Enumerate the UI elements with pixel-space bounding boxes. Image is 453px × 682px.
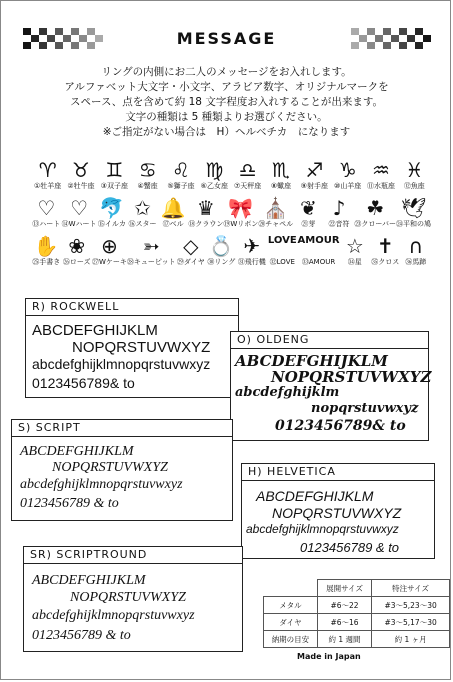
intro-text <box>1 65 452 140</box>
symbol-label: ⑱クラウン <box>188 220 224 228</box>
symbol-mark <box>223 197 258 229</box>
symbol-mark <box>237 235 267 267</box>
symbol-mark <box>264 159 297 191</box>
sample-upper: ABCDEFGHIJKLM <box>32 322 158 339</box>
intro-line: アルファベット大文字・小文字、アラビア数字、オリジナルマークを <box>64 81 389 93</box>
symbol-label: ㉟クロス <box>371 258 400 266</box>
symbol-icon: 💍 <box>208 234 234 258</box>
sample-upper: ABCDEFGHIJKLM <box>235 352 388 370</box>
symbol-icon: LOVE <box>267 235 297 246</box>
symbol-icon: ♡ <box>70 196 89 220</box>
symbol-mark <box>127 197 158 229</box>
symbol-label: ⑲Wリボン <box>223 220 259 228</box>
symbol-mark <box>354 197 396 229</box>
symbol-icon: ♉ <box>72 158 90 182</box>
symbol-icon: ⛪ <box>263 196 289 220</box>
table-cell: #3～5,23～30 <box>372 597 450 614</box>
symbol-mark <box>131 159 164 191</box>
symbol-icon: ♐ <box>305 158 324 182</box>
font-label: SR) SCRIPTROUND <box>24 547 242 564</box>
font-sample-helvetica <box>241 463 435 559</box>
sample-lower: abcdefghijklmnopqrstuvwxyz <box>32 356 211 372</box>
table-cell: 約 1 週間 <box>317 631 371 648</box>
symbol-icon: ♎ <box>238 158 257 182</box>
sample-upper: NOPQRSTUVWXYZ <box>72 339 211 356</box>
sample-upper: ABCDEFGHIJKLM <box>20 444 134 459</box>
symbol-mark <box>98 159 131 191</box>
table-cell: #6～22 <box>317 597 371 614</box>
symbol-label: ㉙ダイヤ <box>176 258 205 266</box>
symbol-mark <box>62 197 97 229</box>
symbol-icon: ♒ <box>372 158 390 182</box>
page-title: MESSAGE <box>176 29 277 48</box>
symbol-label: ㉑芽 <box>301 220 316 228</box>
sample-upper: ABCDEFGHIJKLM <box>32 573 146 588</box>
symbol-label: ⑯スター <box>128 220 157 228</box>
symbol-mark <box>258 197 293 229</box>
font-label: H) HELVETICA <box>242 464 434 481</box>
symbol-label: ⑪水瓶座 <box>366 182 395 190</box>
symbol-label: ㉝AMOUR <box>301 258 336 266</box>
symbol-icon: ♑ <box>338 158 357 182</box>
symbol-icon: 🔔 <box>160 196 186 220</box>
symbol-label: ㉗Wケーキ <box>91 258 127 266</box>
symbol-icon: AMOUR <box>297 235 340 246</box>
sample-upper: NOPQRSTUVWXYZ <box>271 368 432 386</box>
table-header: 展開サイズ <box>317 580 371 597</box>
sample-upper: NOPQRSTUVWXYZ <box>272 505 402 521</box>
symbol-label: ⑧蠍座 <box>270 182 292 190</box>
symbol-row <box>31 197 431 229</box>
symbol-icon: ✝ <box>376 234 394 258</box>
symbol-mark <box>331 159 364 191</box>
symbol-label: ③双子座 <box>100 182 128 190</box>
symbol-label: ㊱馬蹄 <box>405 258 427 266</box>
symbol-label: ⑳チャペル <box>258 220 294 228</box>
symbol-icon: ⊕ <box>101 234 118 258</box>
symbol-label: ⑭Wハート <box>61 220 97 228</box>
sample-lower: abcdefghijklm <box>235 385 340 400</box>
symbol-row <box>31 159 431 191</box>
intro-line: ※ご指定がない場合は H）ヘルベチカ になります <box>102 126 351 138</box>
symbol-icon: 🐬 <box>99 196 125 220</box>
font-label: O) OLDENG <box>231 332 428 349</box>
symbol-mark <box>176 235 206 267</box>
symbol-mark <box>267 235 297 267</box>
symbol-icon: ♏ <box>272 158 290 182</box>
symbol-label: ⑦天秤座 <box>234 182 262 190</box>
font-label: R) ROCKWELL <box>26 299 238 316</box>
symbol-mark <box>231 159 264 191</box>
symbol-mark <box>158 197 189 229</box>
symbol-label: ⑤獅子座 <box>167 182 195 190</box>
symbol-mark <box>396 197 431 229</box>
table-cell: 約 1 ヶ月 <box>372 631 450 648</box>
symbol-label: ㉔平和の鳩 <box>396 220 431 228</box>
symbol-icon: ♛ <box>196 196 215 220</box>
symbol-mark <box>61 235 91 267</box>
font-sample-script <box>11 419 233 521</box>
symbol-icon: ☘ <box>366 196 385 220</box>
symbol-label: ⑥乙女座 <box>200 182 228 190</box>
table-row <box>264 580 450 597</box>
symbol-mark <box>340 235 370 267</box>
sample-lower: nopqrstuvwxyz <box>311 401 419 416</box>
intro-line: 文字の種類は 5 種類よりお選びください。 <box>125 111 328 123</box>
symbol-label: ⑮イルカ <box>97 220 126 228</box>
symbol-mark <box>92 235 127 267</box>
symbol-mark <box>398 159 431 191</box>
symbol-mark <box>97 197 128 229</box>
symbol-row <box>31 235 431 267</box>
symbol-mark <box>188 197 223 229</box>
symbol-mark <box>364 159 397 191</box>
symbol-icon: ♋ <box>138 158 157 182</box>
symbol-mark <box>127 235 176 267</box>
table-row <box>264 614 450 631</box>
symbol-label: ①牡羊座 <box>34 182 62 190</box>
symbol-mark <box>164 159 197 191</box>
symbol-icon: 🎀 <box>228 196 254 220</box>
table-row <box>264 597 450 614</box>
table-cell <box>264 580 318 597</box>
symbol-mark <box>401 235 431 267</box>
made-in-japan: Made in Japan <box>297 652 361 661</box>
sample-digits: 0123456789 & to <box>20 496 119 511</box>
symbol-icon: ◇ <box>183 234 199 258</box>
size-spec-table <box>263 579 450 648</box>
sample-digits: 0123456789& to <box>32 375 135 391</box>
sample-digits: 0123456789& to <box>275 418 406 434</box>
font-sample-rockwell <box>25 298 239 398</box>
symbol-label: ㉒音符 <box>328 220 350 228</box>
symbol-icon: ✩ <box>134 196 151 220</box>
symbol-icon: ♡ <box>37 196 56 220</box>
sample-lower: abcdefghijklmnopqrstuvwxyz <box>246 522 399 536</box>
symbol-icon: ☆ <box>345 234 364 258</box>
symbol-label: ㉜LOVE <box>269 258 295 266</box>
symbol-label: ⑫魚座 <box>403 182 425 190</box>
intro-line: スペース、点を含めて約 18 文字程度お入れすることが出来ます。 <box>70 96 383 108</box>
symbol-label: ㉕手書き <box>32 258 61 266</box>
symbol-mark <box>31 197 62 229</box>
symbol-icon: ♍ <box>205 158 224 182</box>
symbol-icon: 🕊 <box>400 196 427 220</box>
table-row <box>264 631 450 648</box>
symbol-icon: ➳ <box>142 234 160 258</box>
symbol-label: ㉞星 <box>347 258 362 266</box>
symbol-label: ⑰ベル <box>162 220 184 228</box>
table-cell: #6～16 <box>317 614 371 631</box>
table-cell: ダイヤ <box>264 614 318 631</box>
symbol-label: ㉓クローバー <box>354 220 396 228</box>
symbol-icon: ♊ <box>105 158 124 182</box>
symbol-icon: ❦ <box>300 196 317 220</box>
sample-lower: abcdefghijklmnopqrstuvwxyz <box>20 477 183 492</box>
symbol-icon: ♌ <box>172 158 190 182</box>
symbol-mark <box>298 159 331 191</box>
symbol-label: ㉘キューピット <box>126 258 176 266</box>
symbol-label: ㉖ローズ <box>62 258 91 266</box>
symbol-mark <box>31 159 64 191</box>
symbol-icon: ♓ <box>405 158 424 182</box>
symbol-mark <box>324 197 355 229</box>
font-sample-oldeng <box>230 331 432 441</box>
symbol-label: ②牡牛座 <box>67 182 95 190</box>
symbol-label: ㉚リング <box>207 258 236 266</box>
symbol-label: ⑩山羊座 <box>334 182 362 190</box>
symbol-label: ④蟹座 <box>137 182 158 190</box>
symbol-icon: ♪ <box>332 196 346 220</box>
symbol-icon: ∩ <box>408 234 424 258</box>
table-header: 特注サイズ <box>372 580 450 597</box>
symbol-mark <box>206 235 236 267</box>
sample-lower: abcdefghijklmnopqrstuvwxyz <box>32 608 195 623</box>
font-sample-scriptround <box>23 546 243 652</box>
sample-upper: NOPQRSTUVWXYZ <box>52 460 168 475</box>
symbol-mark <box>370 235 400 267</box>
symbol-label: ㉛飛行機 <box>237 258 266 266</box>
sample-upper: ABCDEFGHIJKLM <box>256 488 374 504</box>
symbol-label: ⑬ハート <box>32 220 61 228</box>
symbol-label: ⑨射手座 <box>300 182 328 190</box>
symbol-icon: ♈ <box>38 158 57 182</box>
symbol-icon: ✈ <box>243 234 261 258</box>
symbol-mark <box>198 159 231 191</box>
symbol-icon: ✋ <box>33 234 59 258</box>
symbol-mark <box>31 235 61 267</box>
symbol-mark <box>293 197 324 229</box>
sample-digits: 0123456789 & to <box>32 628 131 643</box>
table-cell: メタル <box>264 597 318 614</box>
intro-line: リングの内側にお二人のメッセージをお入れします。 <box>101 66 352 78</box>
symbol-mark <box>298 235 340 267</box>
font-label: S) SCRIPT <box>12 420 232 437</box>
table-cell: #3～5,17～30 <box>372 614 450 631</box>
table-cell: 納期の目安 <box>264 631 318 648</box>
sample-digits: 0123456789 & to <box>300 540 400 555</box>
sample-upper: NOPQRSTUVWXYZ <box>70 590 186 605</box>
symbol-icon: ❀ <box>68 234 86 258</box>
symbol-mark <box>64 159 97 191</box>
